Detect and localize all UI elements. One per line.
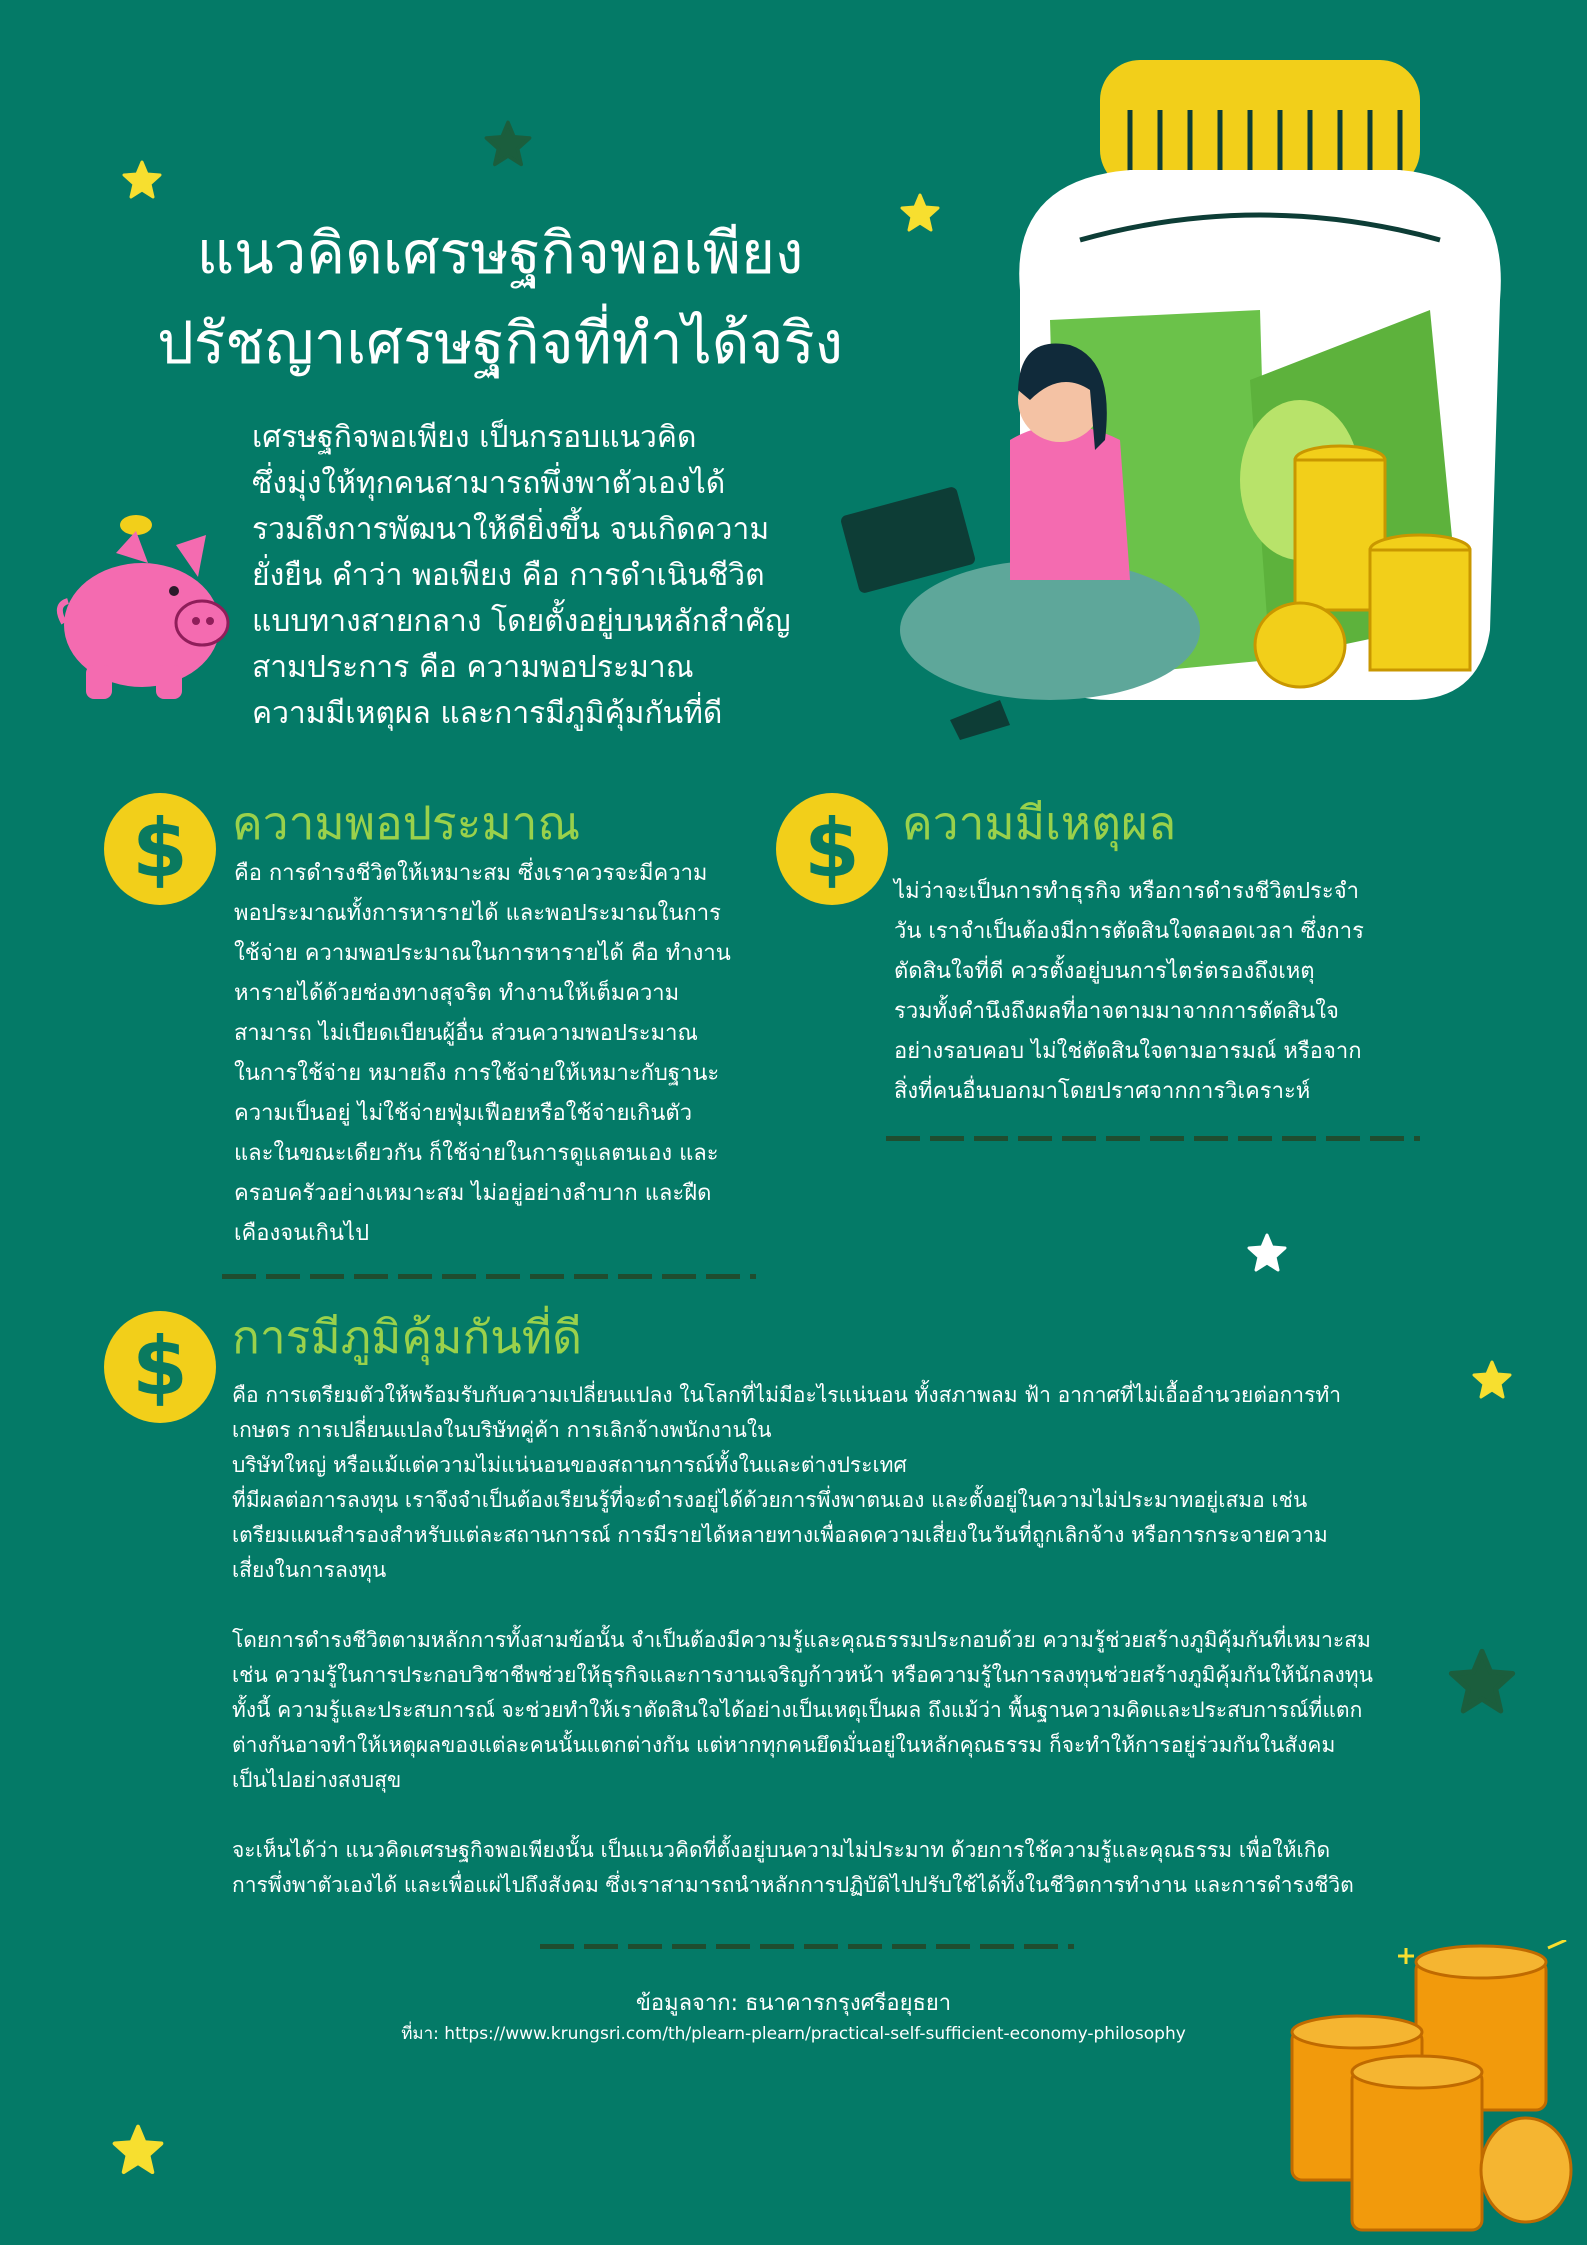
- page-title-line-1: แนวคิดเศรษฐกิจพอเพียง: [196, 219, 804, 287]
- source-url: ที่มา: https://www.krungsri.com/th/plearn-plearn/practical-self-sufficient-economy-philosophy: [401, 2024, 1186, 2044]
- section-body-reasonableness: ไม่ว่าจะเป็นการทำธุรกิจ หรือการดำรงชีวิตประจำ วัน เราจำเป็นต้องมีการตัดสินใจตลอดเวลา ซึ่งการ ตัดสินใจที่ดี ควรตั้งอยู่บนการไตร่ตรองถึงเหตุ รวมทั้งคำนึงถึงผลที่อาจตามมาจากการตัดสินใจ อย่างรอบคอบ ไม่ใช่ตัดสินใจตามอารมณ์ หรือจาก สิ่งที่คนอื่นบอกมาโดยปราศจากการวิเคราะห์: [894, 879, 1364, 1104]
- section-heading-immunity: การมีภูมิคุ้มกันที่ดี: [232, 1310, 582, 1364]
- section-heading-reasonableness: ความมีเหตุผล: [902, 796, 1177, 850]
- dollar-coin-icon: [776, 793, 888, 905]
- footer-divider: [540, 1944, 1074, 1949]
- dollar-symbol: $: [804, 802, 860, 895]
- page-title-line-2: ปรัชญาเศรษฐกิจที่ทำได้จริง: [157, 309, 843, 377]
- source-credit: ข้อมูลจาก: ธนาคารกรุงศรีอยุธยา: [635, 1991, 952, 2016]
- dollar-coin-icon: [104, 1311, 216, 1423]
- coin-stacks-illustration: [1286, 1940, 1586, 2244]
- star-icon: [1247, 1233, 1287, 1273]
- piggy-bank-icon: [56, 505, 236, 709]
- star-icon: [484, 120, 532, 168]
- section-body-moderation: คือ การดำรงชีวิตให้เหมาะสม ซึ่งเราควรจะมีความ พอประมาณทั้งการหารายได้ และพอประมาณในการ ใช้จ่าย ความพอประมาณในการหารายได้ คือ ทำงาน หารายได้ด้วยช่องทางสุจริต ทำงานให้เต็มความ สามารถ ไม่เบียดเบียนผู้อื่น ส่วนความพอประมาณ ในการใช้จ่าย หมายถึง การใช้จ่ายให้เหมาะกับฐานะ ความเป็นอยู่ ไม่ใช้จ่ายฟุ่มเฟือยหรือใช้จ่ายเกินตัว และในขณะเดียวกัน ก็ใช้จ่ายในการดูแลตนเอง และ ครอบครัวอย่างเหมาะสม ไม่อยู่อย่างลำบาก และฝืด เคืองจนเกินไป: [234, 861, 731, 1246]
- star-icon: [1472, 1360, 1512, 1400]
- section-body-immunity: คือ การเตรียมตัวให้พร้อมรับกับความเปลี่ยนแปลง ในโลกที่ไม่มีอะไรแน่นอน ทั้งสภาพลม ฟ้า อากาศที่ไม่เอื้ออำนวยต่อการทำ เกษตร การเปลี่ยนแปลงในบริษัทคู่ค้า การเลิกจ้างพนักงานใน บริษัทใหญ่ หรือแม้แต่ความไม่แน่นอนของสถานการณ์ทั้งในและต่างประเทศ ที่มีผลต่อการลงทุน เราจึงจำเป็นต้องเรียนรู้ที่จะดำรงอยู่ได้ด้วยการพึ่งพาตนเอง และตั้งอยู่ในความไม่ประมาทอยู่เสมอ เช่น เตรียมแผนสำรองสำหรับแต่ละสถานการณ์ การมีรายได้หลายทางเพื่อลดความเสี่ยงในวันที่ถูกเลิกจ้าง หรือการกระจายความ เสี่ยงในการลงทุน โดยการดำรงชีวิตตามหลักการทั้งสามข้อนั้น จำเป็นต้องมีความรู้และคุณธรรมประกอบด้วย ความรู้ช่วยสร้างภูมิคุ้มกันที่เหมาะสม เช่น ความรู้ในการประกอบวิชาชีพช่วยให้ธุรกิจและการงานเจริญก้าวหน้า หรือความรู้ในการลงทุนช่วยสร้างภูมิคุ้มกันให้นักลงทุน ทั้งนี้ ความรู้และประสบการณ์ จะช่วยทำให้เราตัดสินใจได้อย่างเป็นเหตุเป็นผล ถึงแม้ว่า พื้นฐานความคิดและประสบการณ์ที่แตก ต่างกันอาจทำให้เหตุผลของแต่ละคนนั้นแตกต่างกัน แต่หากทุกคนยึดมั่นอยู่ในหลักคุณธรรม ก็จะทำให้การอยู่ร่วมกันในสังคม เป็นไปอย่างสงบสุข จะเห็นได้ว่า แนวคิดเศรษฐกิจพอเพียงนั้น เป็นแนวคิดที่ตั้งอยู่บนความไม่ประมาท ด้วยการใช้ความรู้และคุณธรรม เพื่อให้เกิด การพึ่งพาตัวเองได้ และเพื่อแผ่ไปถึงสังคม ซึ่งเราสามารถนำหลักการปฏิบัติไปปรับใช้ได้ทั้งในชีวิตการทำงาน และการดำรงชีวิต: [232, 1383, 1373, 1897]
- dollar-coin-icon: [104, 793, 216, 905]
- section-divider: [886, 1136, 1420, 1141]
- money-jar-illustration: [830, 60, 1530, 744]
- star-icon: [1448, 1648, 1516, 1716]
- star-icon: [122, 160, 162, 200]
- star-icon: [112, 2124, 164, 2176]
- dollar-symbol: $: [132, 802, 188, 895]
- section-divider: [222, 1274, 756, 1279]
- section-heading-moderation: ความพอประมาณ: [232, 796, 581, 850]
- intro-paragraph: เศรษฐกิจพอเพียง เป็นกรอบแนวคิด ซึ่งมุ่งให้ทุกคนสามารถพึ่งพาตัวเองได้ รวมถึงการพัฒนาให้ดียิ่งขึ้น จนเกิดความ ยั่งยืน คำว่า พอเพียง คือ การดำเนินชีวิต แบบทางสายกลาง โดยตั้งอยู่บนหลักสำคัญ สามประการ คือ ความพอประมาณ ความมีเหตุผล และการมีภูมิคุ้มกันที่ดี: [252, 420, 791, 731]
- dollar-symbol: $: [132, 1320, 188, 1413]
